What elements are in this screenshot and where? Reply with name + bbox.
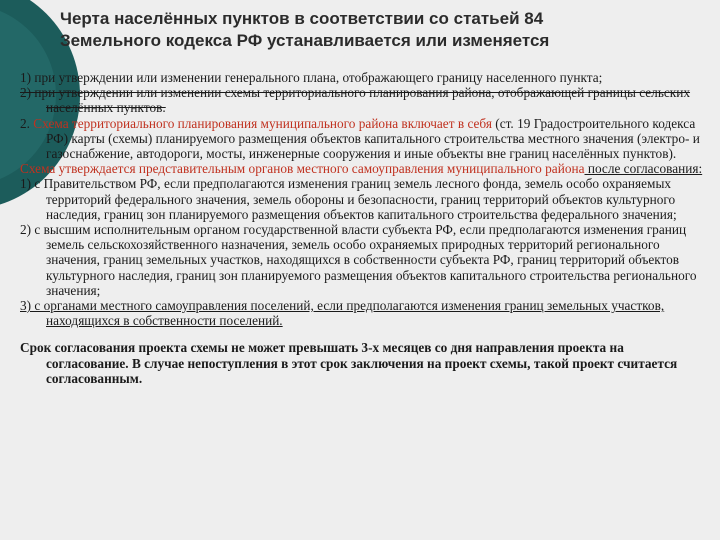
paragraph-approval	[20, 161, 704, 176]
paragraph-number: 2.	[20, 115, 34, 131]
title-line-1: Черта населённых пунктов в соответствии со статьей 84	[60, 9, 544, 28]
approval-item-regional: 2) с высшим исполнительным органом государственной власти субъекта РФ, если предполагаются изменения границ земель сельскохозяйственного назначения, земель особо охраняемых природных территорий регионального значения, границ земельных участков, находящихся в собственности субъекта РФ, границ территорий объектов культурного наследия, границ зон планируемого размещения объектов капитального строительства регионального значения;	[20, 222, 697, 298]
approval-item-local: 3) с органами местного самоуправления поселений, если предполагаются изменения границ земельных участков, находящихся в собственности поселений.	[20, 298, 665, 329]
paragraph-scheme-content	[20, 116, 704, 162]
item-territorial-scheme: 2) при утверждении или изменении схемы территориального планирования района, отображающей границы сельских населённых пунктов.	[20, 85, 691, 116]
item-general-plan: 1) при утверждении или изменении генерального плана, отображающего границу населенного пункта;	[20, 70, 603, 85]
scheme-includes-text: (ст. 19 Градостроительного кодекса РФ) карты (схемы) планируемого размещения объектов капитального строительства местного значения (электро- и газоснабжение, автодороги, мосты, инженерные сооружения и иные объекты вне границ населённых пунктов).	[46, 115, 700, 162]
slide-title	[60, 8, 680, 52]
scheme-includes-highlight: Схема территориального планирования муниципального района включает в себя	[33, 115, 492, 131]
approval-text: после согласования:	[584, 161, 703, 177]
slide-body	[20, 70, 704, 386]
approval-highlight: Схема утверждается представительным органов местного самоуправления муниципального района	[20, 161, 585, 177]
title-line-2: Земельного кодекса РФ устанавливается или изменяется	[60, 31, 550, 50]
approval-item-government: 1) с Правительством РФ, если предполагаются изменения границ земель лесного фонда, земель особо охраняемых территорий федерального значения, земель обороны и безопасности, границ территорий объектов культурного наследия, границ зон планируемого размещения объектов капитального строительства федерального значения;	[20, 176, 677, 222]
spacer	[20, 328, 704, 340]
approval-deadline: Срок согласования проекта схемы не может превышать 3-х месяцев со дня направления проекта на согласование. В случае непоступления в этот срок заключения на проект схемы, такой проект считается согласованным.	[20, 340, 678, 386]
